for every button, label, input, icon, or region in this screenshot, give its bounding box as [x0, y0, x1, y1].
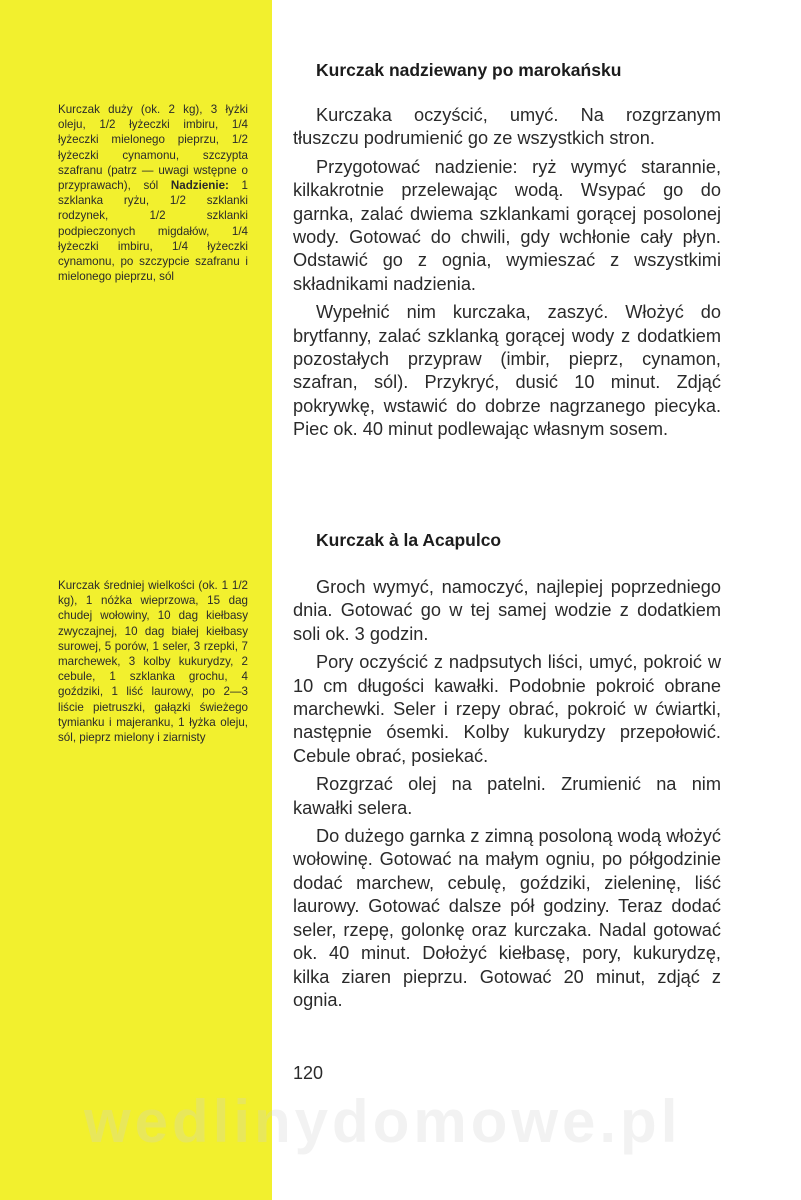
recipe2-paragraph: Pory oczyścić z nadpsutych liści, umyć, pokroić w 10 cm długości kawałki. Podobnie pokroić obrane marchewki. Seler i rzepy obrać, pokroić w ćwiartki, następnie ósemki. Kolby kukurydzy przepołowić. Cebule obrać, posiekać. — [293, 652, 721, 766]
recipe2-paragraph: Groch wymyć, namoczyć, najlepiej poprzedniego dnia. Gotować go w tej samej wodzie z dodatkiem soli ok. 3 godzin. — [293, 577, 721, 644]
recipe1-title: Kurczak nadziewany po marokańsku — [316, 60, 622, 80]
recipe1-paragraph: Kurczaka oczyścić, umyć. Na rozgrzanym tłuszczu podrumienić go ze wszystkich stron. — [293, 105, 721, 149]
recipe2-title: Kurczak à la Acapulco — [316, 530, 502, 550]
recipe2-instructions — [293, 576, 721, 1017]
recipe1-filling-label: Nadzienie: — [170, 179, 229, 193]
watermark: wedlinydomowe.pl — [84, 1088, 682, 1155]
recipe2-ingredients: Kurczak średniej wielkości (ok. 1 1/2 kg), 1 nóżka wieprzowa, 15 dag chudej wołowiny, 10 dag kiełbasy zwyczajnej, 10 dag białej kiełbasy surowej, 5 porów, 1 seler, 3 rzepki, 7 marchewek, 3 kolby kukurydzy, 2 cebule, 1 szklanka grochu, 4 goździki, 1 liść laurowy, po 2—3 liście pietruszki, gałązki świeżego tymianku i majeranku, 1 łyżka oleju, sól, pieprz mielony i ziarnisty — [58, 579, 248, 745]
recipe1-ingredients-main: Kurczak duży (ok. 2 kg), 3 łyżki oleju, 1/2 łyżeczki imbiru, 1/4 łyżeczki mielonego pieprzu, 1/2 łyżeczki cynamonu, szczypta szafranu (patrz — uwagi wstępne o przyprawach), sól — [58, 103, 248, 193]
recipe1-paragraph: Przygotować nadzienie: ryż wymyć starannie, kilkakrotnie przelewając wodą. Wsypać go do garnka, zalać dwiema szklankami gorącej posolonej wody. Gotować do chwili, gdy wchłonie cały płyn. Odstawić go z ognia, wymieszać z wszystkimi składnikami nadzienia. — [293, 156, 721, 294]
recipe1-paragraph: Wypełnić nim kurczaka, zaszyć. Włożyć do brytfanny, zalać szklanką gorącej wody z dodatkiem pozostałych przypraw (imbir, pieprz, cynamon, szafran, sól). Przykryć, dusić 10 minut. Zdjąć pokrywkę, wstawić do dobrze nagrzanego piecyka. Piec ok. 40 minut podlewając własnym sosem. — [293, 302, 721, 440]
recipe1-instructions — [293, 104, 721, 447]
recipe2-paragraph: Rozgrzać olej na patelni. Zrumienić na nim kawałki selera. — [293, 774, 721, 818]
recipe1-filling-ingredients: 1 szklanka ryżu, 1/2 szklanki rodzynek, 1/2 szklanki podpieczonych migdałów, 1/4 łyżeczki imbiru, 1/4 łyżeczki cynamonu, po szczypcie szafranu i mielonego pieprzu, sól — [58, 179, 248, 284]
recipe2-paragraph: Do dużego garnka z zimną posoloną wodą włożyć wołowinę. Gotować na małym ogniu, po półgodzinie dodać marchew, cebulę, goździki, zieleninę, liść laurowy. Gotować dalsze pół godziny. Teraz dodać seler, rzepę, golonkę oraz kurczaka. Nadal gotować ok. 40 minut. Dołożyć kiełbasę, pory, kukurydzę, kilka ziaren pieprzu. Gotować 20 minut, zdjąć z ognia. — [293, 826, 721, 1010]
recipe1-ingredients — [58, 102, 248, 284]
page-number: 120 — [293, 1063, 324, 1083]
